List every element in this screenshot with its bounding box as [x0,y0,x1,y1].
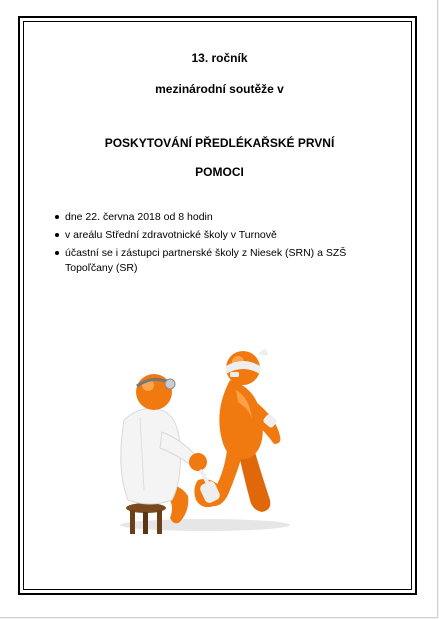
detail-participants: účastní se i zástupci partnerské školy z Niesek (SRN) a SZŠ Topoľčany (SR) [65,247,347,274]
event-title-line1: POSKYTOVÁNÍ PŘEDLÉKAŘSKÉ PRVNÍ [104,136,335,150]
list-item [52,228,372,243]
detail-venue: v areálu Střední zdravotnické školy v Turnově [65,229,277,241]
list-item [52,246,372,276]
bullet-icon [55,233,59,237]
bullet-icon [55,251,59,255]
event-title-line2: POMOCI [195,165,244,179]
bullet-icon [55,215,59,219]
details-list [52,210,372,279]
heading-edition: 13. ročník [191,51,248,65]
medic-figure-icon [121,374,210,534]
detail-date: dne 22. června 2018 od 8 hodin [65,211,213,223]
list-item [52,210,372,225]
heading-subtitle: mezinárodní soutěže v [155,82,284,96]
first-aid-figures-illustration [110,340,310,540]
